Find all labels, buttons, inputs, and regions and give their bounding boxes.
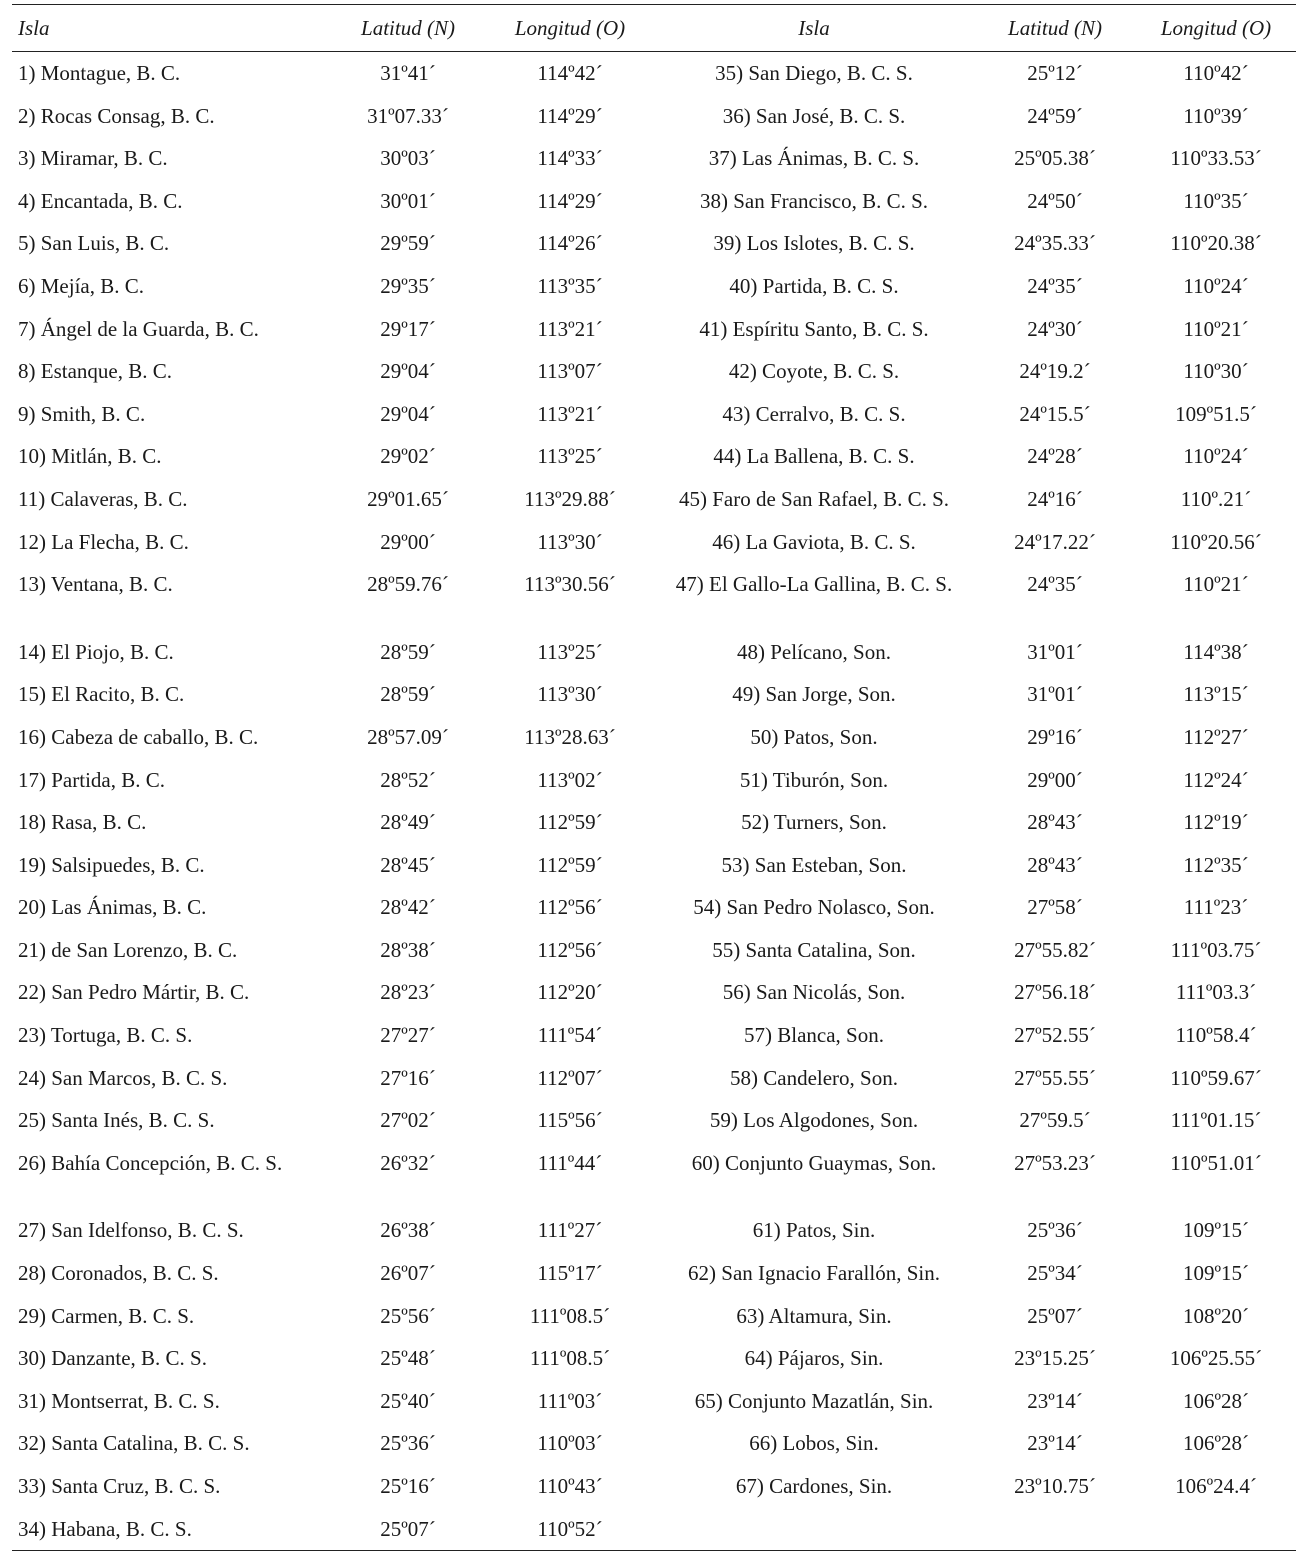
longitud-left-cell: 113º30´ — [537, 529, 603, 554]
isla-left-cell: 32) Santa Catalina, B. C. S. — [18, 1431, 250, 1456]
longitud-left-cell: 113º02´ — [537, 767, 603, 792]
isla-left-cell: 31) Montserrat, B. C. S. — [18, 1388, 220, 1413]
isla-left-cell: 33) Santa Cruz, B. C. S. — [18, 1474, 221, 1498]
isla-right-cell: 58) Candelero, Son. — [730, 1065, 898, 1090]
latitud-right-cell: 24º35´ — [1027, 273, 1083, 298]
isla-left-cell: 10) Mitlán, B. C. — [18, 444, 162, 469]
latitud-left-cell: 28º42´ — [380, 895, 436, 920]
table-row — [12, 222, 1296, 265]
longitud-left-cell: 114º29´ — [537, 103, 603, 128]
isla-right-cell: 65) Conjunto Mazatlán, Sin. — [694, 1388, 934, 1413]
latitud-right-cell: 23º15.25´ — [1014, 1346, 1096, 1371]
table-row — [12, 631, 1296, 674]
isla-left-cell: 7) Ángel de la Guarda, B. C. — [18, 316, 259, 341]
latitud-right-cell: 27º52.55´ — [1014, 1023, 1096, 1048]
latitud-left-cell: 29º04´ — [380, 401, 436, 426]
latitud-left-cell: 27º27´ — [380, 1023, 436, 1048]
header-isla-right: Isla — [654, 5, 974, 52]
latitud-left-cell: 30º01´ — [380, 188, 436, 213]
table-row — [12, 673, 1296, 716]
longitud-left-cell: 114º42´ — [537, 61, 603, 85]
latitud-left-cell: 29º35´ — [380, 273, 436, 298]
longitud-right-cell: 110º20.56´ — [1170, 529, 1262, 554]
latitud-left-cell: 28º59.76´ — [367, 572, 449, 597]
latitud-right-cell: 23º14´ — [1027, 1388, 1083, 1413]
latitud-left-cell: 25º16´ — [380, 1474, 436, 1498]
isla-right-cell: 49) San Jorge, Son. — [732, 682, 896, 707]
table-row — [12, 521, 1296, 564]
isla-right-cell: 63) Altamura, Sin. — [736, 1303, 892, 1328]
latitud-left-cell: 28º52´ — [380, 767, 436, 792]
latitud-right-cell: 28º43´ — [1027, 810, 1083, 835]
table-row — [12, 1209, 1296, 1252]
islands-table-wrapper — [12, 4, 1296, 1551]
latitud-right-cell: 27º56.18´ — [1014, 980, 1096, 1005]
latitud-left-cell: 29º17´ — [380, 316, 436, 341]
latitud-right-cell: 27º55.55´ — [1014, 1065, 1096, 1090]
longitud-left-cell: 113º25´ — [537, 639, 603, 664]
isla-left-cell: 18) Rasa, B. C. — [18, 810, 147, 835]
isla-right-cell: 44) La Ballena, B. C. S. — [713, 444, 915, 469]
latitud-left-cell: 25º48´ — [380, 1346, 436, 1371]
isla-left-cell: 15) El Racito, B. C. — [18, 682, 185, 707]
isla-left-cell: 13) Ventana, B. C. — [18, 572, 173, 597]
header-latitud-right: Latitud (N) — [974, 5, 1136, 52]
isla-right-cell: 57) Blanca, Son. — [744, 1023, 884, 1048]
latitud-right-cell: 25º07´ — [1027, 1303, 1083, 1328]
isla-left-cell: 8) Estanque, B. C. — [18, 359, 172, 384]
longitud-right-cell: 110º21´ — [1183, 316, 1249, 341]
longitud-left-cell: 111º44´ — [537, 1150, 603, 1175]
longitud-right-cell: 106º24.4´ — [1175, 1474, 1257, 1498]
longitud-right-cell: 110º59.67´ — [1170, 1065, 1262, 1090]
longitud-left-cell: 111º27´ — [537, 1218, 603, 1243]
table-body — [12, 52, 1296, 1551]
latitud-right-cell: 29º00´ — [1027, 767, 1083, 792]
latitud-right-cell: 24º59´ — [1027, 103, 1083, 128]
isla-right-cell: 67) Cardones, Sin. — [735, 1474, 893, 1498]
longitud-right-cell: 110º33.53´ — [1170, 146, 1262, 171]
longitud-left-cell: 110º03´ — [537, 1431, 603, 1456]
isla-left-cell: 21) de San Lorenzo, B. C. — [18, 937, 238, 962]
table-row — [12, 716, 1296, 759]
table-row — [12, 350, 1296, 393]
latitud-right-cell: 24º35.33´ — [1014, 231, 1096, 256]
longitud-right-cell: 108º20´ — [1182, 1303, 1249, 1328]
islands-coordinates-table — [12, 4, 1296, 1551]
longitud-left-cell: 112º07´ — [537, 1065, 603, 1090]
longitud-right-cell: 110º.21´ — [1180, 486, 1252, 511]
isla-right-cell: 38) San Francisco, B. C. S. — [699, 188, 929, 213]
longitud-right-cell: 110º35´ — [1183, 188, 1249, 213]
longitud-left-cell: 110º43´ — [537, 1474, 603, 1498]
longitud-left-cell: 111º03´ — [537, 1388, 603, 1413]
isla-left-cell: 27) San Idelfonso, B. C. S. — [18, 1218, 244, 1243]
latitud-right-cell: 24º19.2´ — [1019, 359, 1091, 384]
latitud-left-cell: 29º59´ — [380, 231, 436, 256]
isla-left-cell: 17) Partida, B. C. — [18, 767, 165, 792]
isla-left-cell: 5) San Luis, B. C. — [18, 231, 170, 256]
longitud-right-cell: 110º39´ — [1183, 103, 1249, 128]
isla-left-cell: 12) La Flecha, B. C. — [18, 529, 189, 554]
isla-left-cell: 3) Miramar, B. C. — [18, 146, 168, 171]
longitud-right-cell: 111º01.15´ — [1170, 1108, 1262, 1133]
isla-right-cell: 50) Patos, Son. — [750, 724, 878, 749]
isla-left-cell: 29) Carmen, B. C. S. — [18, 1303, 195, 1328]
isla-left-cell: 26) Bahía Concepción, B. C. S. — [18, 1150, 283, 1175]
latitud-right-cell: 25º05.38´ — [1014, 146, 1096, 171]
longitud-left-cell: 114º33´ — [537, 146, 603, 171]
latitud-left-cell: 25º56´ — [380, 1303, 436, 1328]
longitud-right-cell: 109º15´ — [1182, 1261, 1249, 1286]
latitud-left-cell: 26º32´ — [380, 1150, 436, 1175]
header-row — [12, 5, 1296, 52]
latitud-left-cell: 28º59´ — [380, 639, 436, 664]
latitud-right-cell: 24º15.5´ — [1019, 401, 1091, 426]
isla-right-cell: 48) Pelícano, Son. — [737, 639, 891, 664]
latitud-left-cell: 25º40´ — [380, 1388, 436, 1413]
longitud-right-cell: 110º24´ — [1183, 273, 1249, 298]
latitud-right-cell: 27º53.23´ — [1014, 1150, 1096, 1175]
latitud-left-cell: 26º38´ — [380, 1218, 436, 1243]
table-row — [12, 801, 1296, 844]
table-row — [12, 1252, 1296, 1295]
latitud-left-cell: 28º57.09´ — [367, 724, 449, 749]
isla-right-cell: 59) Los Algodones, Son. — [709, 1108, 919, 1133]
longitud-right-cell: 109º51.5´ — [1175, 401, 1257, 426]
table-row — [12, 929, 1296, 972]
latitud-left-cell: 28º49´ — [380, 810, 436, 835]
longitud-left-cell: 113º21´ — [537, 316, 603, 341]
latitud-left-cell: 27º02´ — [380, 1108, 436, 1133]
isla-right-cell: 55) Santa Catalina, Son. — [712, 937, 916, 962]
longitud-left-cell: 110º52´ — [486, 1508, 654, 1551]
longitud-right-cell: 106º28´ — [1182, 1388, 1249, 1413]
isla-right-cell: 46) La Gaviota, B. C. S. — [712, 529, 916, 554]
isla-right-cell: 61) Patos, Sin. — [752, 1218, 876, 1243]
isla-left-cell: 34) Habana, B. C. S. — [12, 1508, 330, 1551]
longitud-right-cell: 110º20.38´ — [1170, 231, 1262, 256]
isla-left-cell: 2) Rocas Consag, B. C. — [18, 103, 215, 128]
header-longitud-left: Longitud (O) — [486, 5, 654, 52]
table-row — [12, 563, 1296, 631]
isla-right-cell: 43) Cerralvo, B. C. S. — [722, 401, 906, 426]
latitud-right-cell: 24º50´ — [1027, 188, 1083, 213]
isla-right-cell: 66) Lobos, Sin. — [749, 1431, 879, 1456]
table-row — [12, 1465, 1296, 1508]
isla-right-cell: 39) Los Islotes, B. C. S. — [713, 231, 915, 256]
longitud-left-cell: 111º54´ — [537, 1023, 603, 1048]
table-row — [12, 435, 1296, 478]
table-row — [12, 393, 1296, 436]
latitud-right-cell: 23º10.75´ — [1014, 1474, 1096, 1498]
longitud-left-cell: 112º56´ — [537, 937, 603, 962]
longitud-left-cell: 112º20´ — [537, 980, 603, 1005]
longitud-left-cell: 111º08.5´ — [529, 1346, 611, 1371]
latitud-right-cell — [974, 1508, 1136, 1551]
table-row — [12, 759, 1296, 802]
longitud-right-cell: 113º15´ — [1183, 682, 1249, 707]
longitud-right-cell: 110º21´ — [1183, 572, 1249, 597]
longitud-left-cell: 115º56´ — [537, 1108, 603, 1133]
table-row — [12, 1142, 1296, 1210]
table-row — [12, 52, 1296, 95]
longitud-left-cell: 114º29´ — [537, 188, 603, 213]
latitud-left-cell: 31º07.33´ — [367, 103, 449, 128]
longitud-right-cell: 114º38´ — [1183, 639, 1249, 664]
longitud-left-cell: 114º26´ — [537, 231, 603, 256]
latitud-right-cell: 24º16´ — [1027, 486, 1083, 511]
isla-left-cell: 25) Santa Inés, B. C. S. — [18, 1108, 215, 1133]
isla-left-cell: 24) San Marcos, B. C. S. — [18, 1065, 228, 1090]
latitud-right-cell: 25º36´ — [1027, 1218, 1083, 1243]
header-latitud-left: Latitud (N) — [330, 5, 486, 52]
isla-right-cell: 42) Coyote, B. C. S. — [728, 359, 900, 384]
longitud-right-cell: 112º19´ — [1183, 810, 1249, 835]
latitud-right-cell: 29º16´ — [1027, 724, 1083, 749]
latitud-left-cell: 26º07´ — [380, 1261, 436, 1286]
latitud-left-cell: 29º04´ — [380, 359, 436, 384]
table-row — [12, 1422, 1296, 1465]
latitud-right-cell: 27º58´ — [1027, 895, 1083, 920]
isla-right-cell: 40) Partida, B. C. S. — [729, 273, 899, 298]
longitud-right-cell: 112º27´ — [1183, 724, 1249, 749]
isla-right-cell: 36) San José, B. C. S. — [722, 103, 906, 128]
table-row — [12, 95, 1296, 138]
latitud-left-cell: 25º36´ — [380, 1431, 436, 1456]
isla-right-cell: 53) San Esteban, Son. — [721, 852, 907, 877]
isla-right-cell: 47) El Gallo-La Gallina, B. C. S. — [675, 572, 953, 597]
isla-left-cell: 30) Danzante, B. C. S. — [18, 1346, 207, 1371]
isla-left-cell: 9) Smith, B. C. — [18, 401, 146, 426]
table-row — [12, 1099, 1296, 1142]
longitud-left-cell: 113º28.63´ — [524, 724, 616, 749]
isla-left-cell: 20) Las Ánimas, B. C. — [18, 895, 207, 920]
latitud-right-cell: 24º35´ — [1027, 572, 1083, 597]
latitud-left-cell: 31º41´ — [380, 61, 436, 85]
table-row — [12, 886, 1296, 929]
latitud-left-cell: 25º07´ — [330, 1508, 486, 1551]
latitud-left-cell: 28º45´ — [380, 852, 436, 877]
table-row — [12, 265, 1296, 308]
longitud-right-cell: 110º42´ — [1183, 61, 1249, 85]
table-row — [12, 478, 1296, 521]
table-row — [12, 1508, 1296, 1551]
header-isla-left: Isla — [12, 5, 330, 52]
isla-right-cell: 51) Tiburón, Son. — [739, 767, 889, 792]
latitud-right-cell: 27º55.82´ — [1014, 937, 1096, 962]
isla-right-cell: 62) San Ignacio Farallón, Sin. — [688, 1261, 940, 1286]
longitud-right-cell: 109º15´ — [1182, 1218, 1249, 1243]
longitud-right-cell — [1136, 1508, 1296, 1551]
isla-left-cell: 11) Calaveras, B. C. — [18, 486, 188, 511]
isla-right-cell: 52) Turners, Son. — [741, 810, 887, 835]
isla-right-cell: 56) San Nicolás, Son. — [722, 980, 906, 1005]
longitud-right-cell: 110º24´ — [1183, 444, 1249, 469]
longitud-right-cell: 110º51.01´ — [1170, 1150, 1262, 1175]
latitud-right-cell: 28º43´ — [1027, 852, 1083, 877]
table-row — [12, 844, 1296, 887]
latitud-right-cell: 31º01´ — [1027, 639, 1083, 664]
latitud-right-cell: 31º01´ — [1027, 682, 1083, 707]
table-row — [12, 1014, 1296, 1057]
table-row — [12, 1337, 1296, 1380]
table-row — [12, 137, 1296, 180]
longitud-right-cell: 106º25.55´ — [1169, 1346, 1263, 1371]
table-row — [12, 971, 1296, 1014]
latitud-left-cell: 27º16´ — [380, 1065, 436, 1090]
latitud-left-cell: 29º01.65´ — [367, 486, 449, 511]
latitud-left-cell: 29º00´ — [380, 529, 436, 554]
isla-left-cell: 22) San Pedro Mártir, B. C. — [18, 980, 250, 1005]
latitud-right-cell: 24º28´ — [1027, 444, 1083, 469]
longitud-right-cell: 110º58.4´ — [1175, 1023, 1257, 1048]
longitud-left-cell: 113º30´ — [537, 682, 603, 707]
longitud-right-cell: 106º28´ — [1182, 1431, 1249, 1456]
longitud-left-cell: 113º21´ — [537, 401, 603, 426]
isla-left-cell: 16) Cabeza de caballo, B. C. — [18, 724, 259, 749]
isla-right-cell: 45) Faro de San Rafael, B. C. S. — [678, 486, 950, 511]
longitud-left-cell: 113º29.88´ — [524, 486, 616, 511]
latitud-right-cell: 23º14´ — [1027, 1431, 1083, 1456]
longitud-left-cell: 111º08.5´ — [529, 1303, 611, 1328]
table-row — [12, 308, 1296, 351]
longitud-left-cell: 112º56´ — [537, 895, 603, 920]
latitud-left-cell: 28º38´ — [380, 937, 436, 962]
isla-left-cell: 28) Coronados, B. C. S. — [18, 1261, 219, 1286]
isla-right-cell: 54) San Pedro Nolasco, Son. — [693, 895, 935, 920]
isla-right-cell: 64) Pájaros, Sin. — [744, 1346, 884, 1371]
isla-right-cell: 35) San Diego, B. C. S. — [715, 61, 913, 85]
latitud-left-cell: 29º02´ — [380, 444, 436, 469]
longitud-left-cell: 113º07´ — [537, 359, 603, 384]
longitud-right-cell: 112º35´ — [1183, 852, 1249, 877]
longitud-right-cell: 111º03.75´ — [1170, 937, 1262, 962]
isla-left-cell: 6) Mejía, B. C. — [18, 273, 144, 298]
table-row — [12, 1057, 1296, 1100]
isla-left-cell: 14) El Piojo, B. C. — [18, 639, 174, 664]
longitud-right-cell: 111º23´ — [1183, 895, 1249, 920]
latitud-right-cell: 24º17.22´ — [1014, 529, 1096, 554]
longitud-right-cell: 112º24´ — [1183, 767, 1249, 792]
isla-right-cell: 60) Conjunto Guaymas, Son. — [691, 1150, 937, 1175]
longitud-left-cell: 113º25´ — [537, 444, 603, 469]
longitud-left-cell: 115º17´ — [537, 1261, 603, 1286]
latitud-right-cell: 25º12´ — [1027, 61, 1083, 85]
isla-left-cell: 19) Salsipuedes, B. C. — [18, 852, 205, 877]
longitud-right-cell: 111º03.3´ — [1175, 980, 1257, 1005]
table-row — [12, 1295, 1296, 1338]
table-row — [12, 1380, 1296, 1423]
isla-left-cell: 4) Encantada, B. C. — [18, 188, 183, 213]
longitud-right-cell: 110º30´ — [1183, 359, 1249, 384]
longitud-left-cell: 113º35´ — [537, 273, 603, 298]
latitud-right-cell: 24º30´ — [1027, 316, 1083, 341]
latitud-left-cell: 28º59´ — [380, 682, 436, 707]
latitud-right-cell: 27º59.5´ — [1019, 1108, 1091, 1133]
isla-right-cell: 37) Las Ánimas, B. C. S. — [708, 146, 920, 171]
latitud-left-cell: 30º03´ — [380, 146, 436, 171]
latitud-left-cell: 28º23´ — [380, 980, 436, 1005]
isla-left-cell: 1) Montague, B. C. — [18, 61, 181, 85]
isla-right-cell: 41) Espíritu Santo, B. C. S. — [699, 316, 929, 341]
longitud-left-cell: 112º59´ — [537, 852, 603, 877]
longitud-left-cell: 113º30.56´ — [524, 572, 616, 597]
isla-left-cell: 23) Tortuga, B. C. S. — [18, 1023, 193, 1048]
header-longitud-right: Longitud (O) — [1136, 5, 1296, 52]
latitud-right-cell: 25º34´ — [1027, 1261, 1083, 1286]
table-row — [12, 180, 1296, 223]
isla-right-cell — [654, 1508, 974, 1551]
longitud-left-cell: 112º59´ — [537, 810, 603, 835]
